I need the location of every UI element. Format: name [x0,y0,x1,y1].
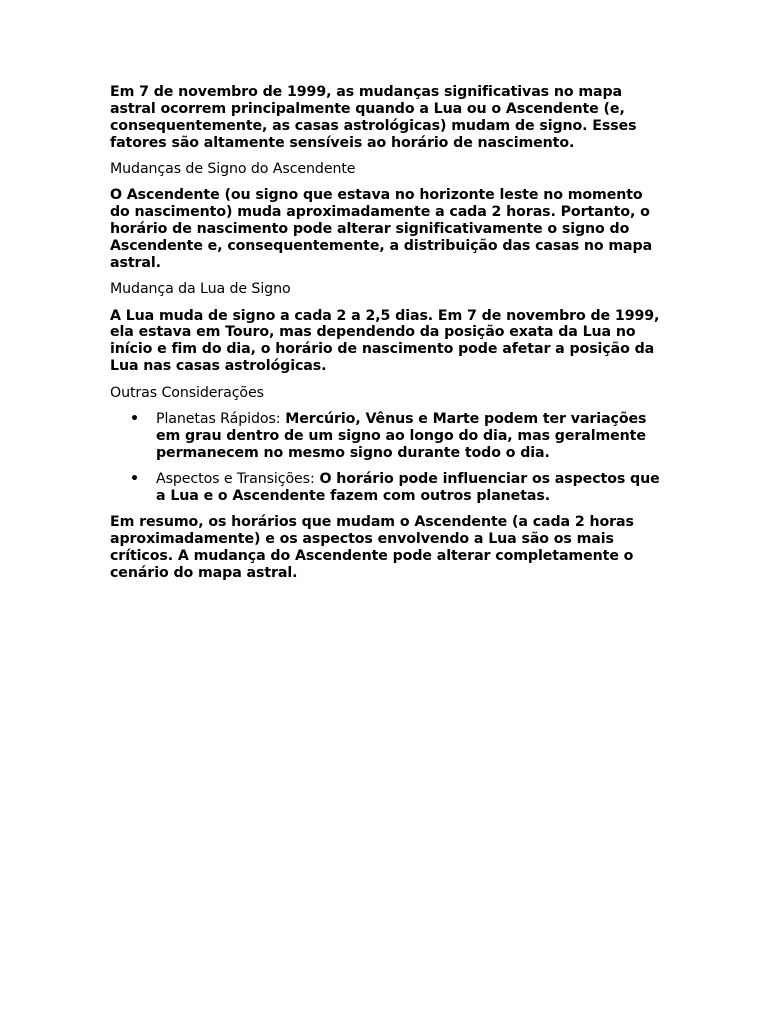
section-heading-lua: Mudança da Lua de Signo [110,281,291,298]
bullet-icon: • [130,410,139,427]
document-page [110,84,662,591]
list-item-text: O horário pode influenciar os aspectos que a Lua e o Ascendente fazem com outros planetas. [156,470,660,504]
section-heading-outras: Outras Considerações [110,384,264,401]
section-heading-ascendente: Mudanças de Signo do Ascendente [110,161,356,178]
list-item-term: Planetas Rápidos: [156,410,281,427]
intro-paragraph: Em 7 de novembro de 1999, as mudanças significativas no mapa astral ocorrem principalmente quando a Lua ou o Ascendente (e, consequentemente, as casas astrológicas) mudam de signo. Esses fatores são altamente sensíveis ao horário de nascimento. [110,84,637,151]
list-item [110,411,662,462]
summary-paragraph: Em resumo, os horários que mudam o Ascendente (a cada 2 horas aproximadamente) e os aspectos envolvendo a Lua são os mais críticos. A mudança do Ascendente pode alterar completamente o cenário do mapa astral. [110,514,634,581]
list-item-term: Aspectos e Transições: [156,470,315,487]
list-item-text: Mercúrio, Vênus e Marte podem ter variações em grau dentro de um signo ao longo do dia, mas geralmente permanecem no mesmo signo durante todo o dia. [156,410,647,461]
bullet-icon: • [130,470,139,487]
list-item [110,471,662,505]
section-body-ascendente: O Ascendente (ou signo que estava no horizonte leste no momento do nascimento) muda aproximadamente a cada 2 horas. Portanto, o horário de nascimento pode alterar significativamente o signo do Ascendente e, consequentemente, a distribuição das casas no mapa astral. [110,187,653,271]
section-body-lua: A Lua muda de signo a cada 2 a 2,5 dias. Em 7 de novembro de 1999, ela estava em Touro, mas dependendo da posição exata da Lua no início e fim do dia, o horário de nascimento pode afetar a posição da Lua nas casas astrológicas. [110,307,660,375]
considerations-list [110,411,662,505]
